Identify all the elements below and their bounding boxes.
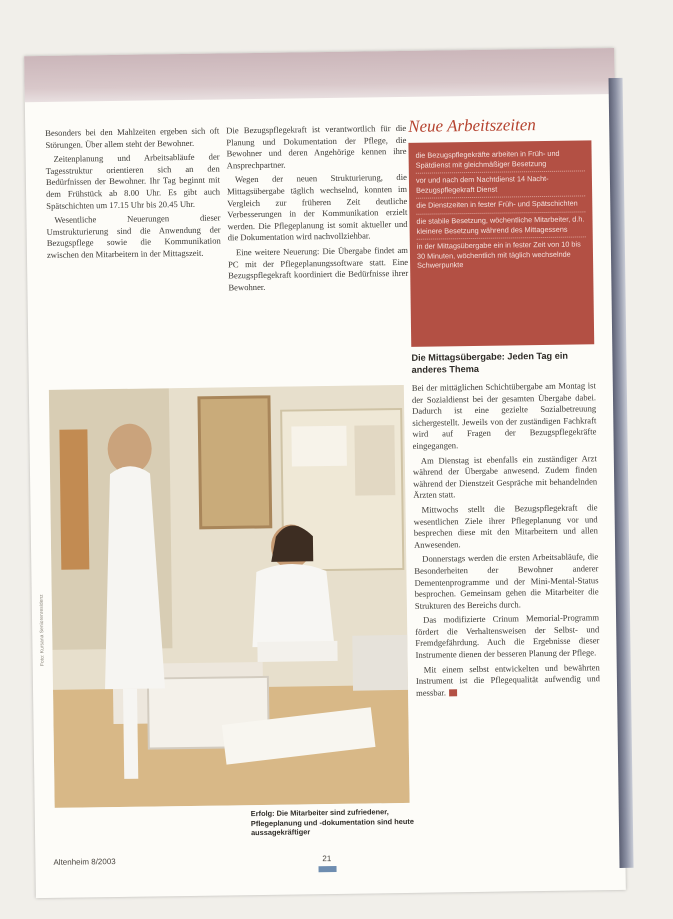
sidebar-list (415, 146, 586, 273)
page-number-bar (319, 866, 337, 872)
sidebar-title: Neue Arbeitszeiten (408, 115, 536, 136)
photo-illustration (49, 385, 410, 808)
paragraph (416, 662, 600, 699)
sidebar-item: die stabile Besetzung, wöchentliche Mitarbeiter, d.h. kleinere Besetzung während des Mittagessens (416, 212, 585, 240)
paragraph: Wegen der neuen Strukturierung, die Mittagsübergabe täglich wechselnd, konnten im Vergleich zur früheren Zeit deutliche Verbesserungen in der Kommunikation erzielt werden. Die Pflegeplanung ist somit aktueller und die Dokumentation wird nachvollziehbar. (227, 172, 408, 243)
sidebar-box (408, 140, 594, 347)
magazine-edge (609, 78, 634, 868)
article-column-3 (412, 380, 600, 702)
sidebar-item: vor und nach dem Nachtdienst 14 Nacht-Bezugspflegekraft Dienst (416, 172, 585, 200)
paragraph: Mittwochs stellt die Bezugspflegekraft die wesentlichen Ziele ihrer Pflegeplanung vor und besprechen diese mit den Mitarbeitern und allen Anwesenden. (413, 502, 598, 550)
header-band (24, 48, 615, 102)
paragraph: Die Bezugspflegekraft ist verantwortlich für die Planung und Dokumentation der Pflege, die Bewohner und deren Angehörige kennen ihre Ansprechpartner. (226, 122, 407, 171)
paragraph: Das modifizierte Crinum Memorial-Programm fördert die Verhaltensweisen der Selbst- und Fremdgefährdung. Auch die Ergebnisse dieser Instrumente dienen der besseren Planung der Pflege. (415, 612, 600, 660)
article-column-2 (226, 123, 408, 297)
article-end-icon (449, 690, 457, 697)
office-photo (49, 385, 410, 808)
paragraph: Bei der mittäglichen Schichtübergabe am Montag ist der Sozialdienst bei der gesamten Übergabe dabei. Dadurch ist eine gezielte Sozialbetreuung sichergestellt. Jeweils von der zuständigen Fachkraft wird auf Fragen der Bezugspflegekräfte eingegangen. (411, 380, 597, 451)
sidebar-item: die Dienstzeiten in fester Früh- und Spätschichten (416, 197, 585, 215)
article-column-1 (45, 126, 221, 265)
paragraph-text: Mit einem selbst entwickelten und bewährten Instrument ist die Pflegequalität aufwendig und messbar. (415, 661, 600, 698)
paragraph: Zeitenplanung und Arbeitsabläufe der Tagesstruktur orientieren sich an den Bedürfnissen der Bewohner. Ihr Tag beginnt mit dem Frühstück ab 8.00 Uhr. Es gibt auch Spätschichten um 17.15 Uhr bis 20.45 Uhr. (45, 151, 221, 211)
page-number: 21 (322, 854, 332, 864)
sidebar-item: in der Mittagsübergabe ein in fester Zeit von 10 bis 30 Minuten, wöchentlich mit täglich wechselnde Schwerpunkte (416, 239, 581, 271)
paragraph: Besonders bei den Mahlzeiten ergeben sich oft Störungen. Über allem steht der Bewohner. (45, 125, 220, 150)
paragraph: Am Dienstag ist ebenfalls ein zuständiger Arzt während der Übergabe anwesend. Zudem finden während der Dienstzeit Gespräche mit behandelnden Ärzten statt. (412, 452, 598, 501)
photo-credit: Foto: Kursana Seniorenresidenz (38, 594, 46, 667)
paragraph: Wesentliche Neuerungen dieser Umstrukturierung sind die Anwendung der Bezugspflege sowie die Kommunikation zwischen den Mitarbeitern in der Mittagszeit. (46, 212, 221, 260)
photo-caption: Erfolg: Die Mitarbeiter sind zufriedener, Pflegeplanung und -dokumentation sind heute aussagekräftiger (250, 807, 414, 838)
page-sheet (24, 48, 626, 898)
sidebar-item: die Bezugspflegekräfte arbeiten in Früh- und Spätdienst mit gleichmäßiger Besetzung (415, 146, 584, 174)
section-heading: Die Mittagsübergabe: Jeden Tag ein anderes Thema (411, 350, 569, 375)
paragraph: Donnerstags werden die ersten Arbeitsabläufe, die Besonderheiten der Bewohner anderer Dementenprogramme und der Mini-Mental-Status besprochen. Gemeinsam gehen die Mitarbeiter die Strukturen des Bereichs durch. (414, 551, 599, 611)
paragraph: Eine weitere Neuerung: Die Übergabe findet am PC mit der Pflegeplanungssoftware statt. Eine Bezugspflegekraft koordiniert die Bedürfnisse ihrer Bewohner. (228, 244, 409, 293)
magazine-folio: Altenheim 8/2003 (53, 857, 116, 867)
